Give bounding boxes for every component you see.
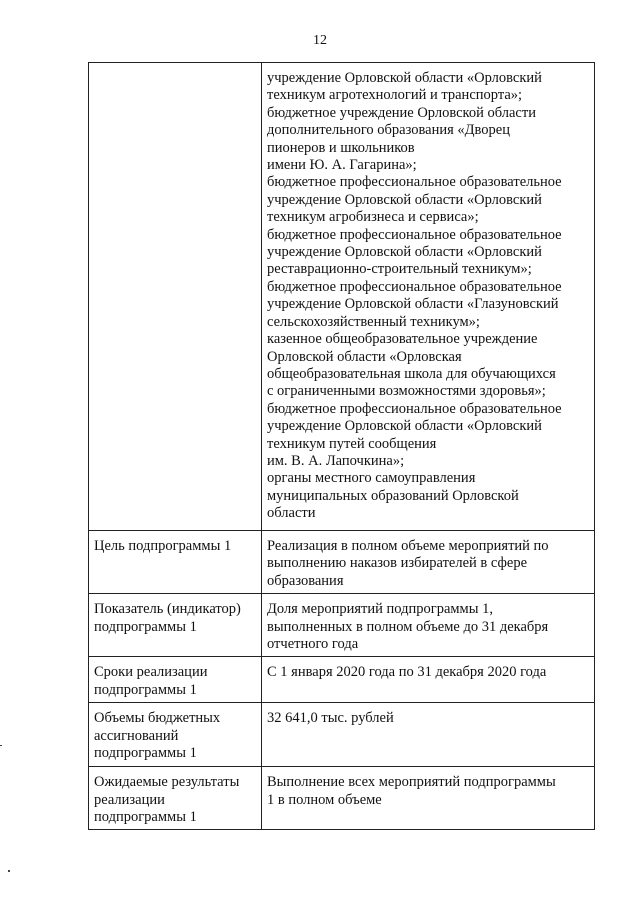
row-label-cell	[89, 657, 262, 703]
label-text-line: Объемы бюджетных	[94, 710, 221, 727]
value-text-line: бюджетное профессиональное образовательное	[267, 174, 562, 191]
value-text-line: С 1 января 2020 года по 31 декабря 2020 года	[267, 664, 547, 681]
subprogram-passport-table	[88, 62, 595, 830]
value-text-line: учреждение Орловской области «Орловский	[267, 244, 542, 261]
value-text-line: выполнению наказов избирателей в сфере	[267, 555, 528, 572]
label-text-line: подпрограммы 1	[94, 745, 197, 762]
table-row	[89, 767, 595, 830]
value-text-line: учреждение Орловской области «Орловский	[267, 70, 542, 86]
row-label-cell	[89, 594, 262, 657]
value-text-line: бюджетное профессиональное образовательное	[267, 226, 562, 243]
value-text-line: реставрационно-строительный техникум»;	[267, 261, 532, 278]
value-text-line: казенное общеобразовательное учреждение	[267, 331, 538, 348]
value-text-line: имени Ю. А. Гагарина»;	[267, 157, 417, 174]
value-text-line: отчетного года	[267, 636, 359, 653]
table-row	[89, 594, 595, 657]
table-row	[89, 63, 595, 531]
value-text-line: с ограниченными возможностями здоровья»;	[267, 383, 546, 400]
value-text-line: дополнительного образования «Дворец	[267, 122, 510, 139]
row-value-cell	[262, 657, 595, 703]
value-text-line: муниципальных образований Орловской	[267, 487, 519, 504]
row-value-cell	[262, 594, 595, 657]
value-text-line: Доля мероприятий подпрограммы 1,	[267, 601, 493, 618]
value-text-line: Орловской области «Орловская	[267, 348, 462, 365]
label-text-line: ассигнований	[94, 727, 179, 744]
value-text-line: Реализация в полном объеме мероприятий по	[267, 538, 549, 554]
value-text-line: учреждение Орловской области «Глазуновский	[267, 296, 559, 313]
value-text-line: области	[267, 505, 316, 522]
value-text-line: 32 641,0 тыс. рублей	[267, 710, 394, 727]
value-text-line: Выполнение всех мероприятий подпрограммы	[267, 774, 556, 791]
value-text-line: техникум агротехнологий и транспорта»;	[267, 87, 523, 104]
value-text-line: учреждение Орловской области «Орловский	[267, 418, 542, 435]
value-text-line: пионеров и школьников	[267, 139, 415, 156]
label-text-line: подпрограммы 1	[94, 618, 197, 635]
value-text-line: сельскохозяйственный техникум»;	[267, 313, 480, 330]
row-value-cell	[262, 767, 595, 830]
label-text-line: реализации	[94, 791, 165, 808]
row-label-cell	[89, 703, 262, 767]
label-text-line: подпрограммы 1	[94, 809, 197, 826]
row-value-cell	[262, 703, 595, 767]
value-text-line: выполненных в полном объеме до 31 декабря	[267, 618, 549, 635]
label-text-line: Показатель (индикатор)	[94, 601, 241, 618]
table-row	[89, 531, 595, 594]
value-text-line: общеобразовательная школа для обучающихся	[267, 365, 556, 382]
label-text-line: Цель подпрограммы 1	[94, 538, 232, 554]
value-text-line: бюджетное профессиональное образовательное	[267, 400, 562, 417]
value-text-line: образования	[267, 572, 344, 589]
scan-artifact-mark	[8, 870, 10, 872]
value-text-line: техникум путей сообщения	[267, 435, 437, 452]
value-text-line: бюджетное профессиональное образовательное	[267, 278, 562, 295]
page-number: 12	[313, 33, 327, 48]
row-value-cell	[262, 531, 595, 594]
value-text-line: учреждение Орловской области «Орловский	[267, 191, 542, 208]
table-row	[89, 703, 595, 767]
label-text-line: Сроки реализации	[94, 664, 208, 681]
row-label-cell	[89, 63, 262, 531]
value-text-line: бюджетное учреждение Орловской области	[267, 104, 536, 121]
value-text-line: техникум агробизнеса и сервиса»;	[267, 209, 479, 226]
value-text-line: органы местного самоуправления	[267, 470, 476, 487]
value-text-line: 1 в полном объеме	[267, 791, 382, 808]
table-row	[89, 657, 595, 703]
scan-artifact-mark	[0, 745, 2, 746]
value-text-line: им. В. А. Лапочкина»;	[267, 452, 405, 469]
row-value-cell	[262, 63, 595, 531]
label-text-line: подпрограммы 1	[94, 681, 197, 698]
label-text-line: Ожидаемые результаты	[94, 774, 240, 791]
row-label-cell	[89, 531, 262, 594]
table-body	[89, 63, 595, 830]
row-label-cell	[89, 767, 262, 830]
